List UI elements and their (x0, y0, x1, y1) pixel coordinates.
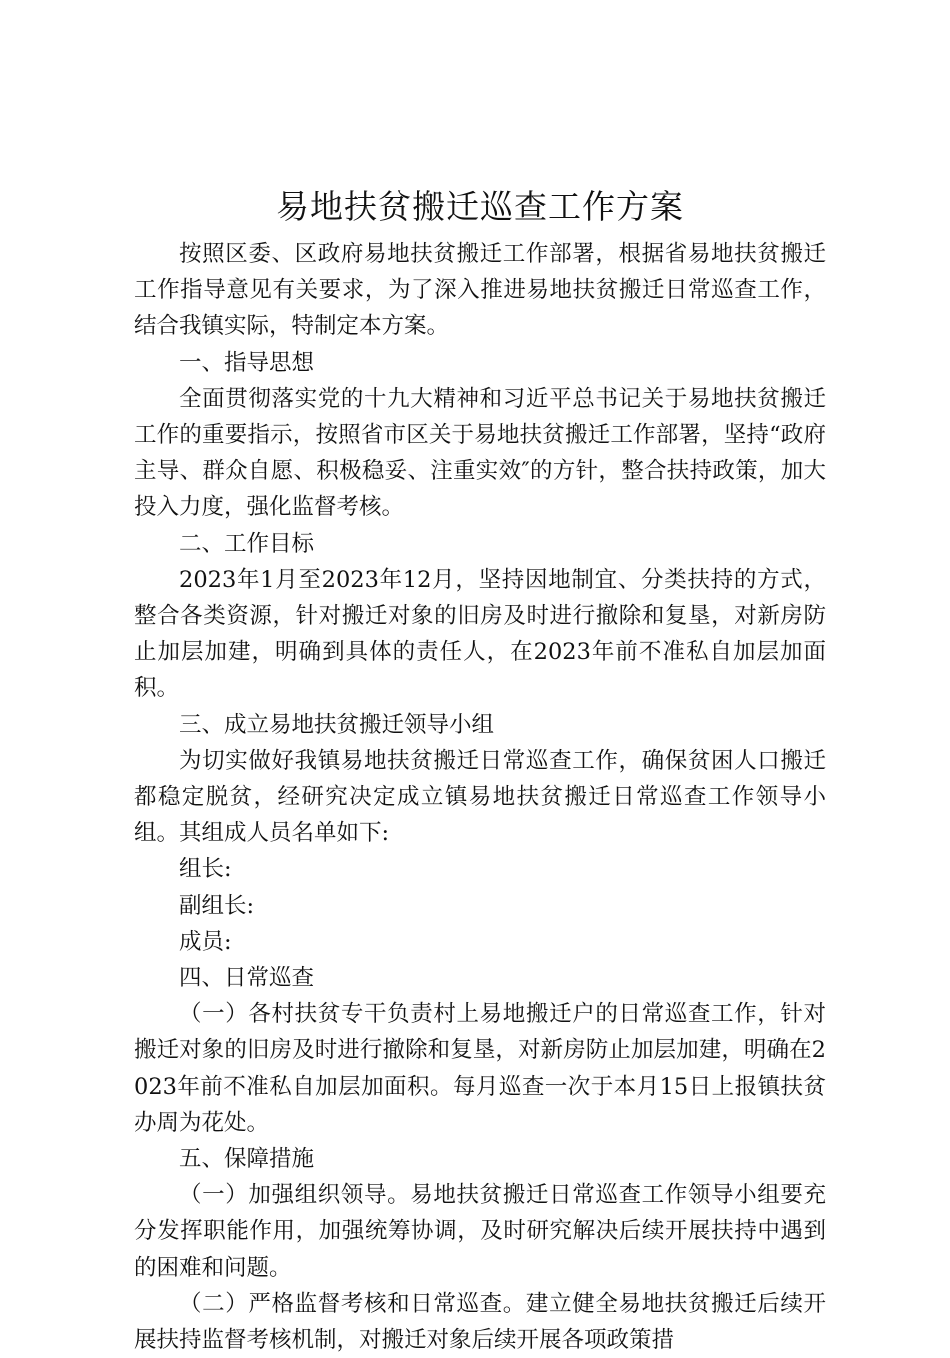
section-heading-work-goals: 二、工作目标 (179, 530, 315, 557)
document-page (134, 178, 826, 1358)
section-heading-leading-group: 三、成立易地扶贫搬迁领导小组 (179, 711, 495, 738)
leading-group-paragraph: 为切实做好我镇易地扶贫搬迁日常巡查工作，确保贫困人口搬迁都稳定脱贫，经研究决定成立镇易地扶贫搬迁日常巡查工作领导小组。其组成人员名单如下: (134, 747, 826, 847)
section-heading-safeguards: 五、保障措施 (179, 1146, 315, 1173)
document-title: 易地扶贫搬迁巡查工作方案 (276, 187, 684, 226)
members-line: 成员: (179, 928, 232, 955)
intro-paragraph: 按照区委、区政府易地扶贫搬迁工作部署，根据省易地扶贫搬迁工作指导意见有关要求，为了深入推进易地扶贫搬迁日常巡查工作，结合我镇实际，特制定本方案。 (134, 241, 826, 340)
safeguard-paragraph-1: （一）加强组织领导。易地扶贫搬迁日常巡查工作领导小组要充分发挥职能作用，加强统筹协调，及时研究解决后续开展扶持中遇到的困难和问题。 (134, 1182, 826, 1281)
group-leader-line: 组长: (179, 856, 232, 883)
deputy-leader-line: 副组长: (179, 892, 255, 919)
guiding-ideology-paragraph: 全面贯彻落实党的十九大精神和习近平总书记关于易地扶贫搬迁工作的重要指示，按照省市区关于易地扶贫搬迁工作部署，坚持“政府主导、群众自愿、积极稳妥、注重实效″的方针，整合扶持政策，加大投入力度，强化监督考核。 (134, 385, 826, 521)
work-goals-paragraph: 2023年1月至2023年12月，坚持因地制宜、分类扶持的方式，整合各类资源，针对搬迁对象的旧房及时进行撤除和复垦，对新房防止加层加建，明确到具体的责任人，在2023年前不准私自加层加面积。 (134, 566, 826, 702)
daily-inspection-paragraph: （一）各村扶贫专干负责村上易地搬迁户的日常巡查工作，针对搬迁对象的旧房及时进行撤除和复垦，对新房防止加层加建，明确在2023年前不准私自加层加面积。每月巡查一次于本月15日上报镇扶贫办周为花处。 (134, 1001, 826, 1136)
section-heading-guiding-ideology: 一、指导思想 (179, 349, 315, 376)
safeguard-paragraph-2: （二）严格监督考核和日常巡查。建立健全易地扶贫搬迁后续开展扶持监督考核机制，对搬迁对象后续开展各项政策措 (134, 1290, 826, 1354)
section-heading-daily-inspection: 四、日常巡查 (179, 965, 315, 992)
